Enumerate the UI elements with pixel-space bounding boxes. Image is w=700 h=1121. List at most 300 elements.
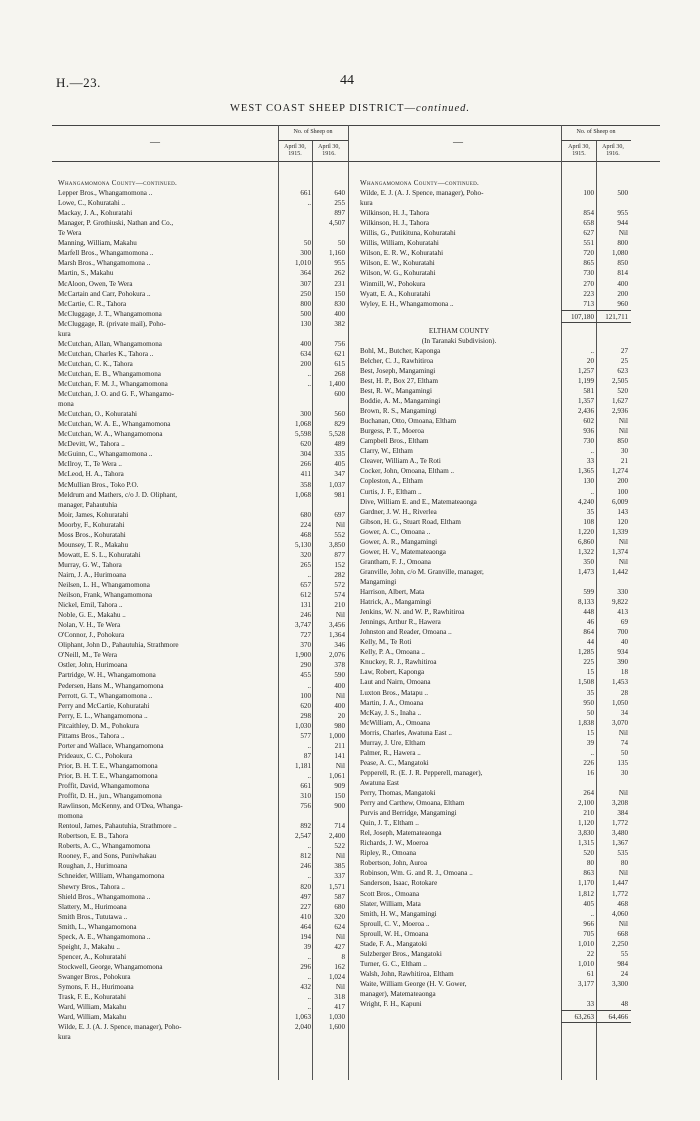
owner-name: Meldrum and Mathers, c/o J. D. Oliphant, [58,490,177,499]
sheep-1916: 574 [334,591,345,600]
sheep-1916: 2,936 [612,407,628,416]
sheep-1915: 300 [300,410,311,419]
owner-name: Shield Bros., Whangamomona .. [58,892,151,901]
sheep-1915: 520 [583,849,594,858]
owner-name: Rel, Joseph, Matemateaonga [360,829,442,838]
owner-name: Perry and McCartie, Kohuratahi [58,701,150,710]
sheep-1916: 640 [334,189,345,198]
table-row [0,949,700,959]
sheep-1916: 624 [334,922,345,931]
owner-name: Neilsen, L. H., Whangamomona [58,581,150,589]
sheep-1916: 668 [617,929,628,938]
sheep-1916: 897 [334,209,345,218]
right-sheep-header: No. of Sheep on [576,129,616,135]
sheep-1915: 1,838 [578,718,594,727]
sheep-1916: 830 [334,299,345,308]
sheep-1915: 551 [583,239,594,248]
sheep-1915: 966 [583,919,594,928]
sheep-1915: 497 [300,892,311,901]
sheep-1915: 6,860 [578,537,594,546]
owner-name: Pedersen, Hans M., Whangamomona [58,681,164,690]
sheep-1916: 405 [334,460,345,469]
table-row [0,828,700,838]
table-row [0,446,700,456]
sheep-1915: 246 [300,611,311,620]
sheep-1916: 1,274 [612,467,628,476]
sheep-1916: 960 [617,299,628,308]
owner-name: Gardner, J. W. H., Riverlea [360,507,437,516]
owner-name: Best, R. W., Mangamingi [360,387,432,395]
owner-name: Sanderson, Isaac, Rotokare [360,879,438,888]
sheep-1916: 8 [341,952,345,961]
sheep-1916: 697 [334,510,345,519]
sheep-1915: 296 [300,962,311,971]
sheep-1916: 1,339 [612,527,628,536]
owner-name: Whangamomona County—continued. [58,179,178,187]
sheep-1916: 69 [620,618,628,627]
table-row [0,929,700,939]
table-row [0,497,700,507]
owner-name: Moir, James, Kohuratahi [58,510,129,519]
sheep-1915: 225 [583,658,594,667]
table-row [0,758,700,768]
owner-name: Robertson, John, Auroa [360,859,427,868]
owner-name: Jennings, Arthur R., Hawera [360,618,441,627]
sheep-1915: 1,068 [295,490,311,499]
owner-name: McAloon, Owen, Te Wera [58,279,133,288]
sheep-1916: 346 [334,641,345,650]
owner-name: Richards, J. W., Moeroa [360,839,429,848]
owner-name: Grantham, F. J., Omoana [360,557,431,566]
sheep-1916: 210 [334,601,345,610]
table-row [0,617,700,627]
table-row [0,808,700,818]
table-row [0,778,700,788]
owner-name: Rooney, F., and Sons, Puniwhakau [58,852,157,861]
sheep-1916: 1,061 [329,771,345,780]
sheep-1915: 1,812 [578,889,594,898]
page-title [0,103,700,114]
owner-name: Nairn, J. A., Hurimoana [58,570,126,579]
table-row [0,487,700,497]
owner-name: Nolan, V. H., Te Wera [58,621,121,630]
table-row [0,198,700,208]
owner-name: Perry, Thomas, Mangatoki [360,789,436,797]
sheep-1916: 1,367 [612,839,628,848]
owner-name: McCutchan, W. A. E., Whangamomona [58,420,171,429]
owner-name: Stockwell, George, Whangamomona [58,962,163,971]
sheep-1916: 2,505 [612,376,628,385]
sheep-1915: 1,900 [295,651,311,660]
owner-name: Clarry, W., Eltham [360,447,413,456]
owner-name: Wyley, E. H., Whangamomona .. [360,299,454,308]
sheep-1916: 1,080 [612,249,628,258]
owner-name: Spencer, A., Kohuratahi [58,952,127,961]
table-row [0,818,700,828]
sheep-1916: 980 [334,721,345,730]
sheep-1915: 1,010 [578,959,594,968]
sheep-1915: 1,473 [578,567,594,576]
owner-name: Boddie, A. M., Mangamingi [360,397,441,406]
owner-name: Neilson, Frank, Whangamomona [58,591,153,600]
owner-name: Ward, William, Makahu [58,1013,127,1022]
sheep-1915: 1,010 [578,939,594,948]
owner-name: Partridge, W. H., Whangamomona [58,671,156,680]
sheep-1916: 1,374 [612,547,628,556]
sheep-1915: 2,436 [578,407,594,416]
owner-name: Bohl, M., Butcher, Kaponga [360,346,441,355]
owner-name: Marsh Bros., Whangamomona .. [58,259,151,268]
sheep-1916: Nil [618,537,628,546]
sheep-1916: 50 [620,748,628,757]
table-row [0,969,700,979]
sheep-1916: 400 [334,701,345,710]
sheep-1916: 1,000 [329,731,345,740]
sheep-1915: 224 [300,520,311,529]
owner-name: Wilson, W. G., Kohuratahi [360,269,436,278]
owner-name: McKay, J. S., Inaha .. [360,708,422,717]
owner-name: ELTHAM COUNTY [428,326,490,335]
sheep-1916: 400 [334,681,345,690]
total-row [0,1012,700,1022]
sheep-1916: 468 [617,899,628,908]
sheep-1916: 413 [617,608,628,617]
table-row [0,738,700,748]
sheep-1916: 34 [620,708,628,717]
sheep-1916: 489 [334,440,345,449]
sheep-1916: Nil [335,611,345,620]
owner-name: Marfell Bros., Whangamomona .. [58,249,154,258]
sheep-1915: 5,598 [295,430,311,439]
owner-name: Kelly, P. A., Omoana .. [360,648,425,657]
owner-name: Sulzberger Bros., Mangatoki [360,949,442,958]
owner-name: mona [58,400,74,409]
table-row [0,289,700,299]
table-row [0,667,700,677]
sheep-1915: .. [590,487,594,496]
owner-name: manager), Matemateaonga [360,990,436,998]
sheep-1915: 2,547 [295,832,311,841]
owner-name: Swanger Bros., Pohokura [58,972,131,981]
sheep-1916: 934 [617,648,628,657]
sheep-1916: 384 [617,809,628,818]
owner-name: Gower, H. V., Matemateaonga [360,547,446,556]
owner-name: Wilson, E. W., Kohuratahi [360,259,435,268]
sheep-1916: 141 [334,751,345,760]
sheep-1915: 1,010 [295,259,311,268]
owner-name: Slattery, M., Hurimoana [58,902,127,911]
sheep-1916: 80 [620,859,628,868]
sheep-1915: 307 [300,279,311,288]
sheep-1915: 1,068 [295,420,311,429]
sheep-1915: 320 [300,550,311,559]
sheep-1915: 864 [583,628,594,637]
sheep-1916: 2,076 [329,651,345,660]
table-row [0,507,700,517]
sheep-1916: 143 [617,507,628,516]
owner-name: McCartain and Carr, Pohokura .. [58,289,151,298]
sheep-1916: 700 [617,628,628,637]
table-row [0,999,700,1009]
report-code: H.—23. [56,75,101,90]
sheep-1916: 30 [620,768,628,777]
sheep-1915: 661 [300,782,311,790]
sheep-1915: 661 [300,189,311,198]
owner-name: Walsh, John, Rawhitiroa, Eltham [360,969,454,978]
sheep-1916: 981 [334,490,345,499]
sheep-1916: 1,627 [612,397,628,406]
sheep-1916: Nil [618,919,628,928]
sheep-1916: 24 [620,969,628,978]
sheep-1916: Nil [618,869,628,878]
sheep-1915: 727 [300,631,311,640]
owner-name: Perry and Carthew, Omoana, Eltham [360,799,465,808]
sheep-1915: 854 [583,209,594,218]
sheep-1915: 1,063 [295,1013,311,1022]
sheep-1916: 255 [334,199,345,208]
sheep-1916: 162 [334,962,345,971]
table-row [0,979,700,989]
sheep-1915: 22 [586,949,594,958]
sheep-1915: 464 [300,922,311,931]
title-continued: continued. [415,103,470,114]
sheep-1915: 130 [583,477,594,486]
sheep-1916: 4,060 [612,909,628,918]
table-row [0,1022,700,1032]
owner-name: Wilde, E. J. (A. J. Spence, manager), Poho- [58,1023,182,1032]
sheep-1916: 200 [617,289,628,298]
sheep-1915: 3,177 [578,979,594,988]
table-row [0,1032,700,1042]
sheep-1916: 21 [620,457,628,466]
sheep-1916: 50 [337,239,345,248]
sheep-1916: 535 [617,849,628,858]
sheep-1916: 268 [334,369,345,378]
table-row [0,279,700,289]
sheep-1915: 250 [300,289,311,298]
owner-name: McCutchan, Charles K., Tahora .. [58,349,154,358]
owner-name: McLeod, H. A., Tahora [58,470,124,479]
owner-name: Nickel, Emil, Tahora .. [58,601,123,610]
owner-name: Law, Robert, Kaponga [360,668,425,677]
owner-name: McCutchan, F. M. J., Whangamomona [58,380,168,388]
sheep-1916: 1,400 [329,380,345,388]
owner-name: Smith, H. W., Mangamingi [360,909,437,918]
owner-name: Knuckey, R. J., Rawhitiroa [360,658,437,667]
sheep-1915: .. [307,380,311,388]
sheep-1916: 955 [617,209,628,218]
sheep-1916: 150 [334,289,345,298]
page-number: 44 [340,73,354,88]
sheep-1915: 599 [583,588,594,596]
sheep-1916: 850 [617,437,628,446]
total-rule-bottom [561,322,631,323]
sheep-1915: 108 [583,517,594,526]
sheep-1916: 120 [617,517,628,526]
sheep-1915: 61 [586,969,594,978]
sheep-1916: 5,528 [329,430,345,439]
sheep-1915: 455 [300,671,311,680]
sheep-1916: 231 [334,279,345,288]
table-row [0,567,700,577]
owner-name: Pittams Bros., Tahora .. [58,731,125,740]
sheep-1916: 1,024 [329,972,345,981]
sheep-1915: 20 [586,356,594,365]
sheep-1915: 602 [583,417,594,426]
owner-name: McCutchan, J. O. and G. F., Whangamo- [58,390,174,399]
table-row [0,416,700,426]
sheep-1915: 1,357 [578,397,594,406]
owner-name: momona [58,812,83,821]
sheep-1915: 405 [583,899,594,908]
sheep-1915: 1,170 [578,879,594,888]
sheep-1916: 1,364 [329,631,345,640]
table-row [0,919,700,929]
sheep-1915: 100 [300,691,311,700]
sheep-1915: 223 [583,289,594,298]
owner-name: Mowatt, E. S. L., Kohuratahi [58,550,141,559]
sheep-1916: 152 [334,560,345,569]
owner-name: kura [58,1033,71,1042]
sheep-1915: .. [590,447,594,456]
owner-name: Belcher, C. J., Rawhitiroa [360,356,434,365]
table-row [0,426,700,436]
sheep-1916: 4,507 [329,219,345,228]
sheep-1915: 892 [300,822,311,831]
sheep-1916: Nil [618,229,628,238]
sheep-1916: 1,050 [612,698,628,707]
owner-name: Brown, R. S., Mangamingi [360,407,437,416]
owner-name: Johnston and Reader, Omoana .. [360,628,452,637]
sheep-1915: 432 [300,983,311,991]
sheep-1916: 1,442 [612,567,628,576]
owner-name: McCutchan, E. B., Whangamomona [58,369,161,378]
total-rule [561,1010,631,1011]
owner-name: Wilson, E. R. W., Kohuratahi [360,249,444,258]
owner-name: Awatuna East [360,778,399,787]
owner-name: Mackay, J. A., Kohuratahi [58,209,133,218]
owner-name: Lepper Bros., Whangamomona .. [58,189,153,198]
owner-name: Mounsey, T. R., Makahu [58,540,129,549]
table-row [0,557,700,567]
sheep-1915: 227 [300,902,311,911]
sheep-1916: 909 [334,782,345,790]
owner-name: Roughan, J., Hurimoana [58,862,128,871]
sheep-1916: 262 [334,269,345,278]
total-row [0,312,700,322]
sheep-1915: 35 [586,507,594,516]
sheep-1916: 1,453 [612,678,628,687]
sheep-1916: 3,208 [612,799,628,808]
owner-name: McCluggage, J. T., Whangamomona [58,309,162,318]
sheep-1915: 290 [300,661,311,670]
owner-name: Perry, E. L., Whangamomona .. [58,711,148,720]
sheep-1916: 590 [334,671,345,680]
total-rule-bottom [561,1022,631,1023]
sheep-1915: .. [307,1003,311,1012]
owner-name: Lowe, C., Kohuratahi .. [58,199,125,208]
sheep-1915: 1,199 [578,376,594,385]
table-row [0,537,700,547]
sheep-1915: .. [307,872,311,881]
owner-name: Slater, William, Mata [360,899,421,908]
sheep-1916: 756 [334,339,345,348]
sheep-1915: 756 [300,802,311,811]
sheep-1915: 634 [300,349,311,358]
owner-name: Sproull, W. H., Omoana [360,929,429,938]
sheep-1915: .. [307,681,311,690]
sheep-1915: 1,285 [578,648,594,657]
sheep-1916: 40 [620,638,628,647]
sheep-1916: 385 [334,862,345,871]
sheep-1916: 680 [334,902,345,911]
sheep-1916: 335 [334,450,345,459]
owner-name: Morris, Charles, Awatuna East .. [360,728,452,737]
owner-name: Murray, G. W., Tahora [58,560,122,569]
table-row [0,406,700,416]
sheep-1916: 28 [620,688,628,697]
sheep-1916: 27 [620,346,628,355]
sheep-1916: 30 [620,447,628,456]
sheep-1916: 560 [334,410,345,419]
table-row [0,838,700,848]
sheep-1916: Nil [618,417,628,426]
sheep-1916: 390 [617,658,628,667]
sheep-1915: 298 [300,711,311,720]
sheep-1916: 800 [617,239,628,248]
sheep-1916: 621 [334,349,345,358]
sheep-1916: 500 [617,189,628,198]
sheep-1915: 5,130 [295,540,311,549]
table-row [0,346,700,356]
owner-name: Cocker, John, Omoana, Eltham .. [360,467,455,476]
owner-name: McCluggage, R. (private mail), Poho- [58,319,166,328]
left-year1-header: April 30, 1915. [284,144,306,157]
sheep-1915: 800 [300,299,311,308]
table-row [0,258,700,268]
sheep-1915: 50 [586,708,594,717]
sheep-1916: 522 [334,842,345,851]
sheep-1915: 1,508 [578,678,594,687]
sheep-1915: 1,181 [295,761,311,770]
sheep-1916: Nil [335,761,345,770]
sheep-1915: .. [590,346,594,355]
table-row [0,268,700,278]
section-heading [0,326,700,336]
sheep-1915: 936 [583,427,594,436]
sheep-1915: 35 [586,688,594,697]
owner-name: Best, Joseph, Mangamingi [360,366,436,375]
sheep-1915: 863 [583,869,594,878]
table-row [0,366,700,376]
sheep-1915: 3,747 [295,621,311,630]
sheep-1915: 300 [300,249,311,258]
sheep-1916: 417 [334,1003,345,1012]
owner-name: Jenkins, W. N. and W. P., Rawhitiroa [360,608,465,617]
owner-name: Smith, L., Whangamomona [58,922,137,931]
owner-name: Granville, John, c/o M. Granville, manager, [360,567,484,576]
owner-name: Oliphant, John D., Pahautuhia, Strathmore [58,641,179,650]
table-row [0,889,700,899]
sheep-1915: 100 [583,189,594,198]
owner-name: Murray, J. Ure, Eltham [360,738,426,747]
owner-name: Pitcaithley, D. M., Pohokura [58,721,139,730]
sheep-1916: 1,160 [329,249,345,258]
sheep-1916: 9,822 [612,598,628,607]
table-row [0,959,700,969]
table-row [0,299,700,309]
table-row [0,456,700,466]
